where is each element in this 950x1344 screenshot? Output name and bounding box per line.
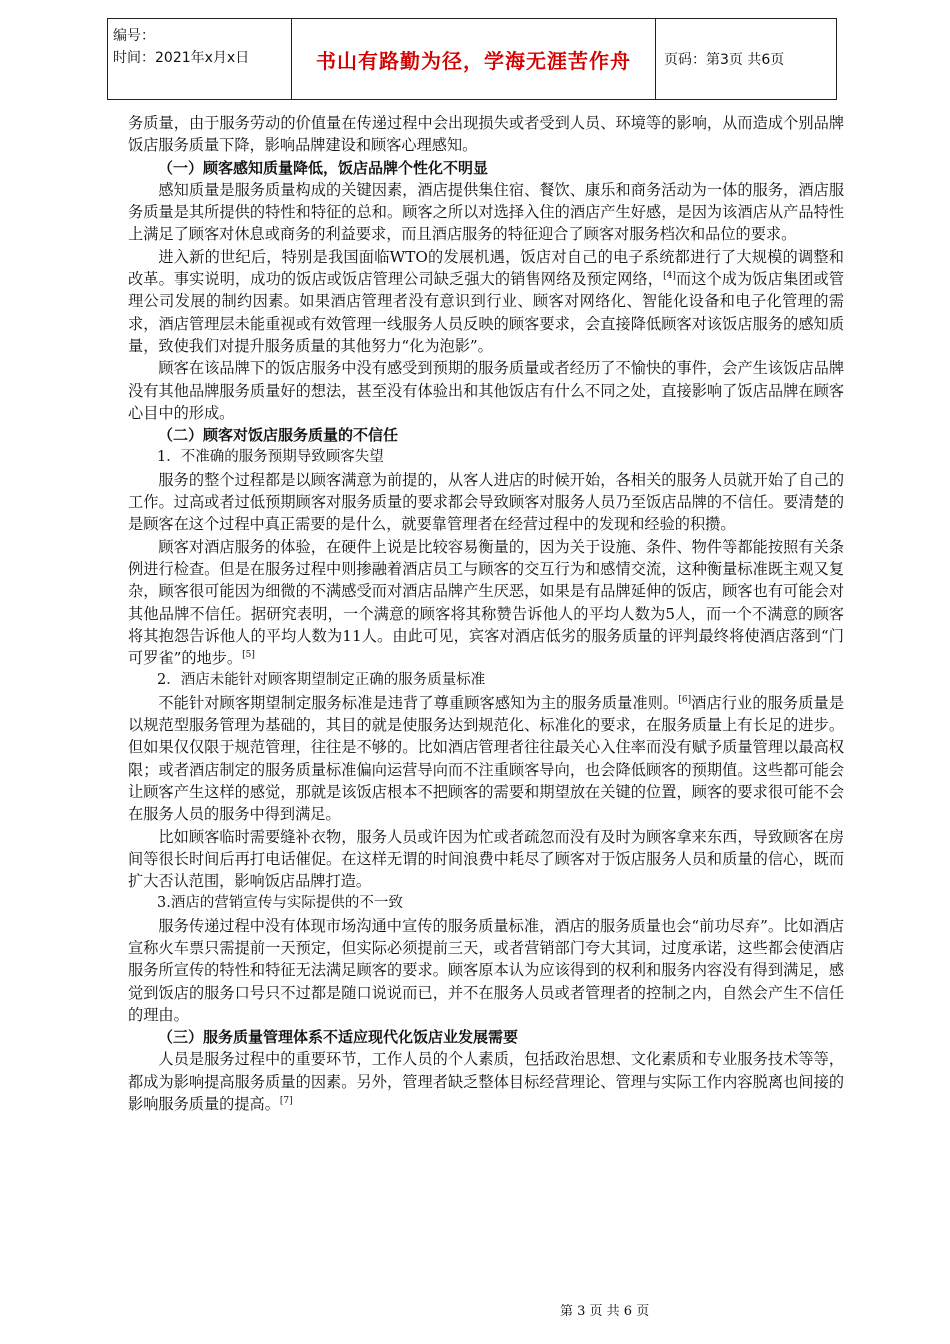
- paragraph-text: 服务的整个过程都是以顾客满意为前提的，从客人进店的时候开始，各相关的服务人员就开始了自己的工作。过高或者过低预期顾客对服务质量的要求都会导致顾客对服务人员乃至饭店品牌的不信任。要清楚的是顾客在这个过程中真正需要的是什么，就要靠管理者在经营过程中的发现和经验的积攒。: [128, 470, 844, 534]
- paragraph-text: 比如顾客临时需要缝补衣物，服务人员或许因为忙或者疏忽而没有及时为顾客拿来东西，导致顾客在房间等很长时间后再打电话催促。在这样无谓的时间浪费中耗尽了顾客对于饭店服务人员和质量的信心，既而扩大否认范围，影响饭店品牌打造。: [128, 827, 844, 891]
- section-heading: [128, 424, 844, 446]
- paragraph: [128, 179, 844, 246]
- paragraph: [128, 1048, 844, 1115]
- paragraph: [128, 357, 844, 424]
- paragraph: [128, 826, 844, 893]
- section-heading: [128, 1026, 844, 1048]
- paragraph: [128, 692, 844, 826]
- paragraph-text: （三）服务质量管理体系不适应现代化饭店业发展需要: [158, 1028, 519, 1047]
- footer-page-number: 第 3 页 共 6 页: [560, 1304, 650, 1319]
- subsection-heading: [128, 892, 844, 914]
- paragraph-text-continued: 而这个成为饭店集团或管理公司发展的制约因素。如果酒店管理者没有意识到行业、顾客对网络化、智能化设备和电子化管理的需求，酒店管理层未能重视或有效管理一线服务人员反映的顾客要求，会直接降低顾客对该饭店服务的感知质量，致使我们对提升服务质量的其他努力“化为泡影”。: [128, 270, 845, 355]
- paragraph-text: 人员是服务过程中的重要环节，工作人员的个人素质，包括政治思想、文化素质和专业服务技术等等，都成为影响提高服务质量的因素。另外，管理者缺乏整体目标经营理论、管理与实际工作内容脱离也间接的影响服务质量的提高。: [128, 1050, 844, 1114]
- page-header: [107, 18, 837, 100]
- paragraph-text: （一）顾客感知质量降低，饭店品牌个性化不明显: [158, 158, 489, 177]
- paragraph-text: 1．不准确的服务预期导致顾客失望: [157, 449, 384, 466]
- paragraph-text-continued: 酒店行业的服务质量是以规范型服务管理为基础的，其目的就是使服务达到规范化、标准化的要求，在服务质量上有长足的进步。但如果仅仅限于规范管理，往往是不够的。比如酒店管理者往往最关心入住率而没有赋予质量管理以最高权限；或者酒店制定的服务质量标准偏向运营导向而不注重顾客导向，也会降低顾客的预期值。这些都可能会让顾客产生这样的感觉，那就是该饭店根本不把顾客的需要和期望放在关键的位置，顾客的要求很可能不会在服务人员的服务中得到满足。: [128, 693, 845, 824]
- paragraph-text: 顾客在该品牌下的饭店服务中没有感受到预期的服务质量或者经历了不愉快的事件，会产生该饭店品牌没有其他品牌服务质量好的想法，甚至没有体验出和其他饭店有什么不同之处，直接影响了饭店品牌在顾客心目中的形成。: [128, 359, 844, 422]
- citation-ref: [5]: [242, 650, 255, 661]
- time-label: 时间：2021年x月x日: [113, 50, 250, 66]
- paragraph: [128, 246, 844, 357]
- paragraph: [128, 112, 844, 157]
- paragraph-text: 务质量，由于服务劳动的价值量在传递过程中会出现损失或者受到人员、环境等的影响，从而造成个别品牌饭店服务质量下降，影响品牌建设和顾客心理感知。: [128, 114, 844, 155]
- paragraph-text: 感知质量是服务质量构成的关键因素，酒店提供集住宿、餐饮、康乐和商务活动为一体的服务，酒店服务质量是其所提供的特性和特征的总和。顾客之所以对选择入住的酒店产生好感，是因为该酒店从产品特性上满足了顾客对休息或商务的利益要求，而且酒店服务的特征迎合了顾客对服务档次和品位的要求。: [128, 180, 844, 244]
- paragraph-text: 进入新的世纪后，特别是我国面临WTO的发展机遇，饭店对自己的电子系统都进行了大规模的调整和改革。事实说明，成功的饭店或饭店管理公司缺乏强大的销售网络及预定网络，: [128, 247, 844, 289]
- header-meta: [108, 19, 292, 99]
- paragraph-text: 不能针对顾客期望制定服务标准是违背了尊重顾客感知为主的服务质量准则。: [158, 693, 679, 712]
- subsection-heading: [128, 669, 844, 691]
- section-heading: [128, 157, 844, 179]
- paragraph: [128, 469, 844, 536]
- motto-text: 书山有路勤为径，学海无涯苦作舟: [316, 48, 631, 73]
- citation-ref: [6]: [678, 694, 692, 705]
- paragraph-text: 2．酒店未能针对顾客期望制定正确的服务质量标准: [157, 672, 486, 689]
- page-info-text: 页码：第3页 共6页: [664, 52, 785, 68]
- header-motto: [292, 19, 656, 99]
- subsection-heading: [128, 446, 844, 468]
- paragraph-text: 3.酒店的营销宣传与实际提供的不一致: [157, 895, 403, 912]
- header-page-info: [656, 19, 836, 99]
- number-label: 编号：: [113, 28, 155, 44]
- paragraph-text: （二）顾客对饭店服务质量的不信任: [158, 426, 399, 445]
- paragraph: [128, 536, 844, 670]
- citation-ref: [4]: [663, 271, 676, 282]
- paragraph: [128, 915, 844, 1026]
- citation-ref: [7]: [279, 1096, 293, 1106]
- document-body: [128, 112, 844, 1115]
- page-footer: [560, 1300, 860, 1319]
- paragraph-text: 服务传递过程中没有体现市场沟通中宣传的服务质量标准，酒店的服务质量也会“前功尽弃”。比如酒店宣称火车票只需提前一天预定，但实际必须提前三天，或者营销部门夸大其词，过度承诺，这些都会使酒店服务所宣传的特性和特征无法满足顾客的要求。顾客原本认为应该得到的权利和服务内容没有得到满足，感觉到饭店的服务口号只不过都是随口说说而已，并不在服务人员或者管理者的控制之内，自然会产生不信任的理由。: [128, 916, 844, 1024]
- paragraph-text: 顾客对酒店服务的体验，在硬件上说是比较容易衡量的，因为关于设施、条件、物件等都能按照有关条例进行检查。但是在服务过程中则掺融着酒店员工与顾客的交互行为和感情交流，这种衡量标准既主观又复杂，顾客很可能因为细微的不满感受而对酒店品牌产生厌恶，如果是有品牌延伸的饭店，顾客也有可能会对其他品牌不信任。据研究表明，一个满意的顾客将其称赞告诉他人的平均人数为5人，而一个不满意的顾客将其抱怨告诉他人的平均人数为11人。由此可见，宾客对酒店低劣的服务质量的评判最终将使酒店落到“门可罗雀”的地步。: [128, 537, 844, 668]
